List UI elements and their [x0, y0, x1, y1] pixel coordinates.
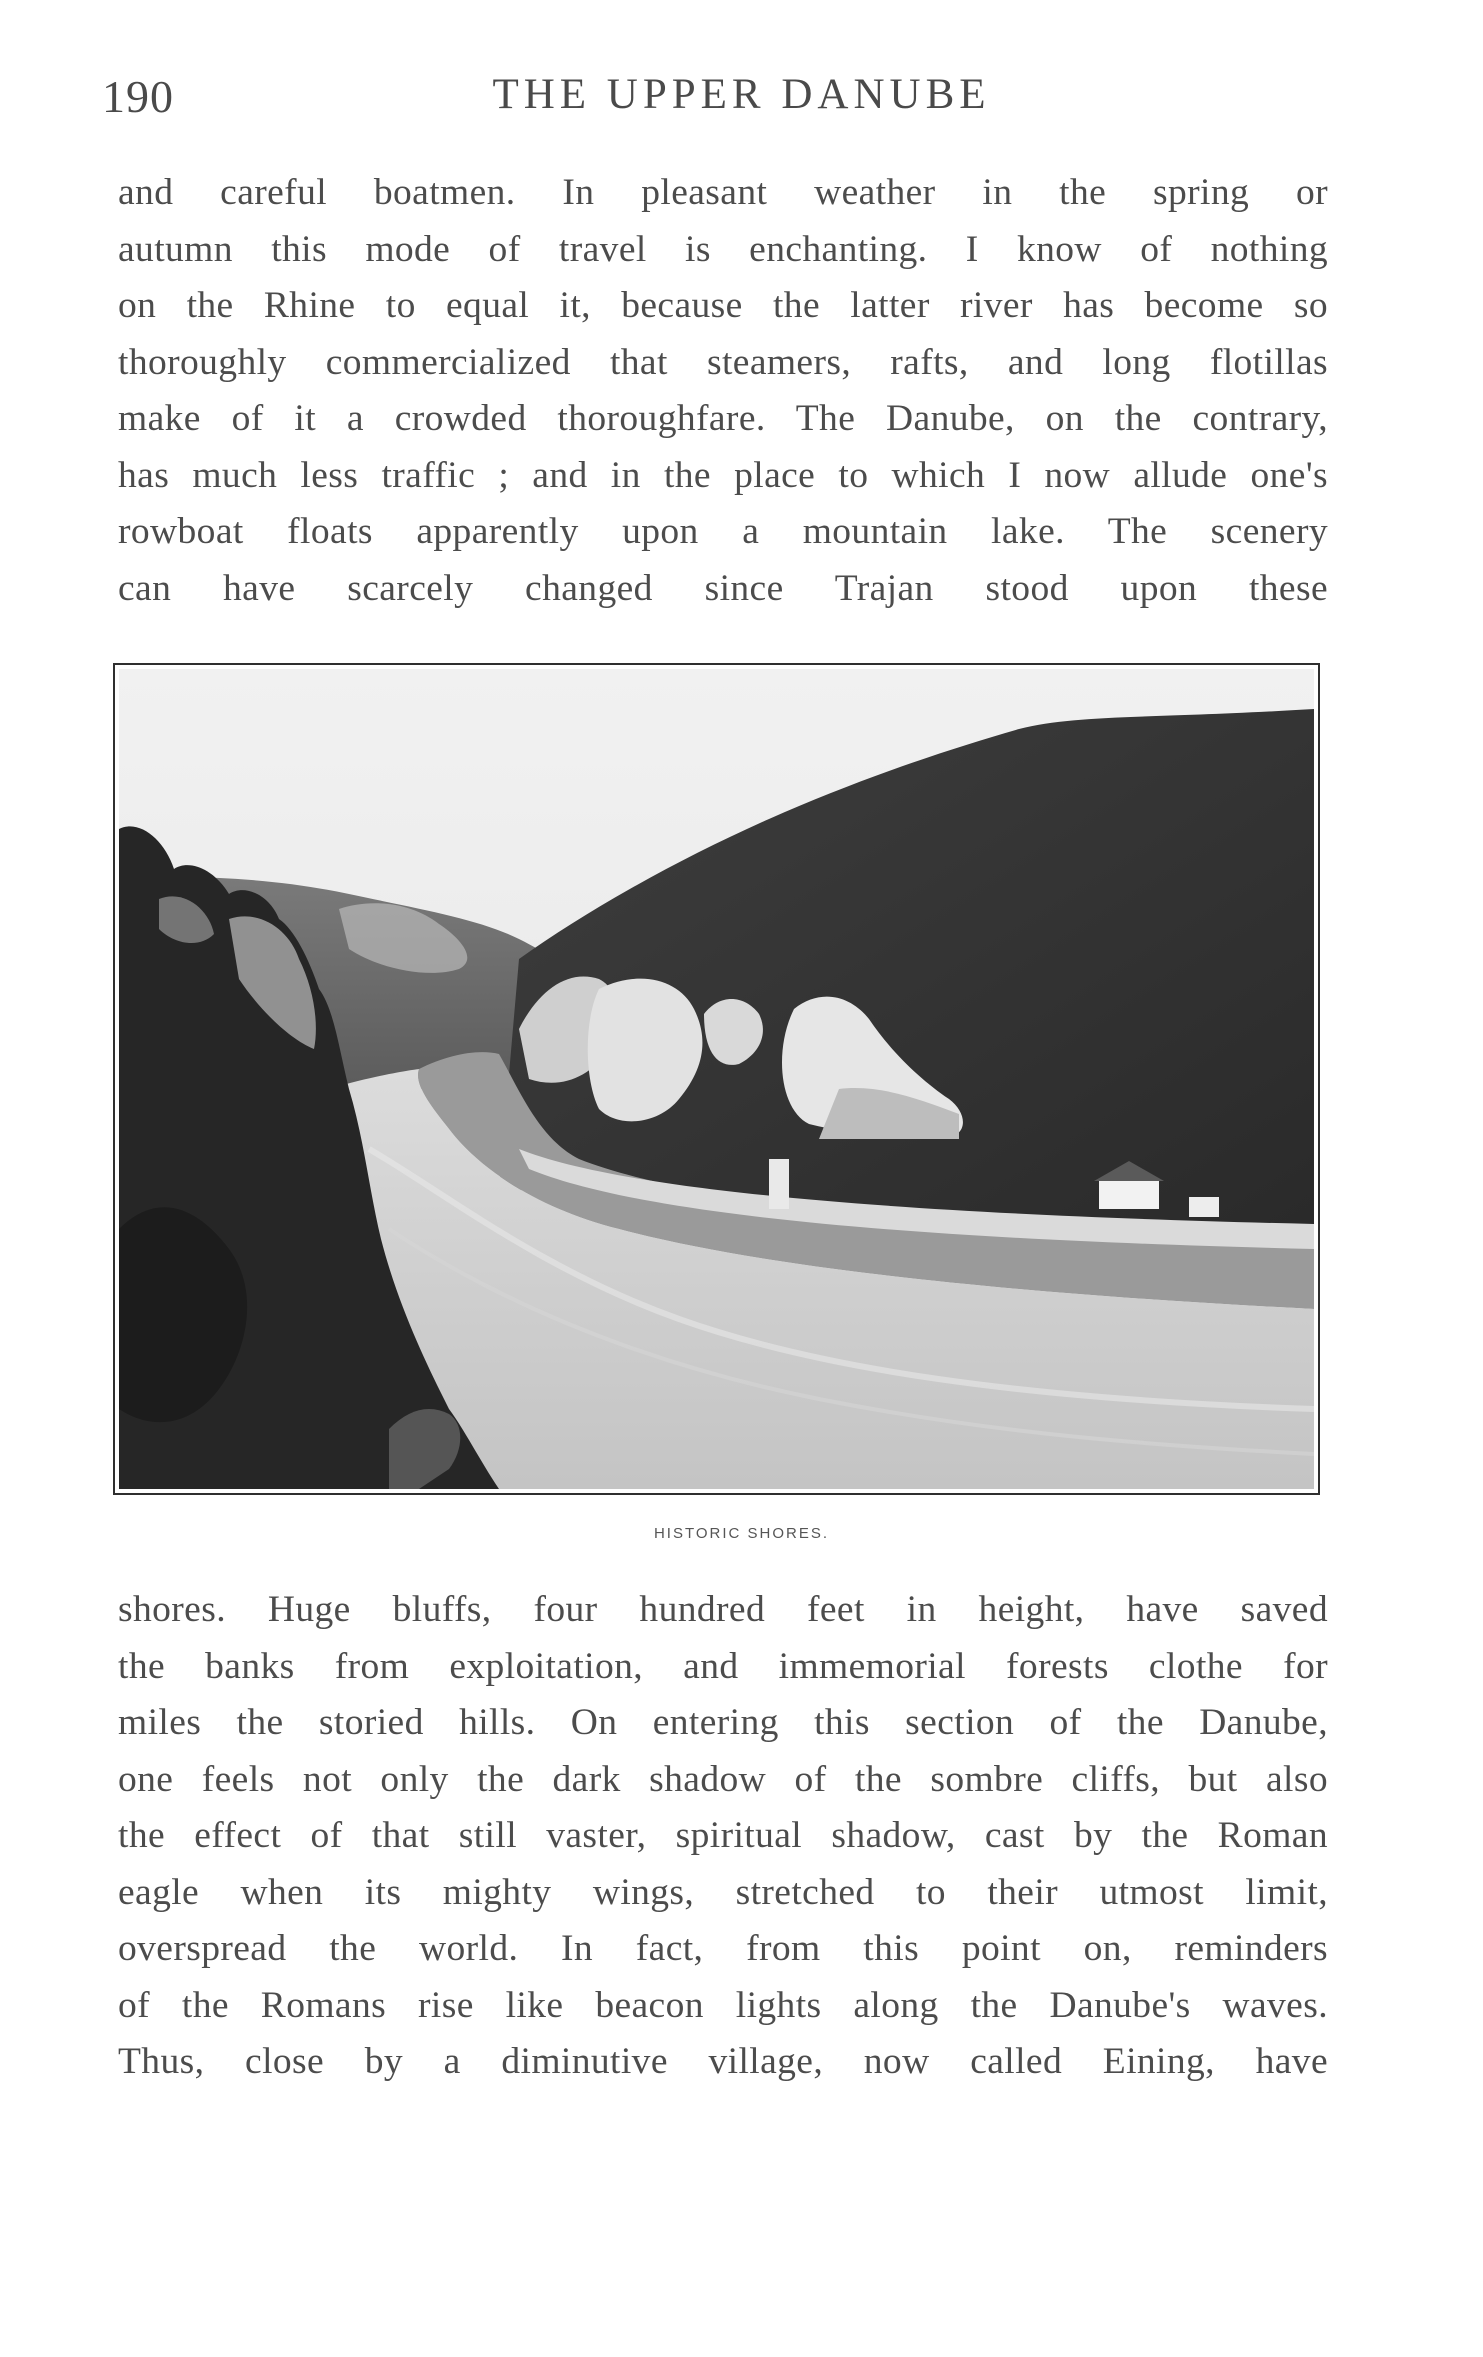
figure-caption: HISTORIC SHORES.: [653, 1525, 830, 1542]
text-line: the banks from exploitation, and immemorial forests clothe for: [118, 1645, 1328, 1687]
paragraph-bottom: [118, 1582, 1328, 2091]
paragraph-top: [118, 165, 1328, 617]
text-line: make of it a crowded thoroughfare. The Danube, on the contrary,: [118, 398, 1328, 439]
text-line: eagle when its mighty wings, stretched to their utmost limit,: [118, 1871, 1328, 1913]
text-line: thoroughly commercialized that steamers, rafts, and long flotillas: [118, 341, 1328, 383]
text-line: has much less traffic ; and in the place to which I now allude one's: [118, 454, 1328, 496]
running-title: THE UPPER DANUBE: [492, 71, 991, 118]
photo-plate: [113, 663, 1320, 1495]
text-line: autumn this mode of travel is enchanting. I know of nothing: [118, 228, 1328, 270]
text-line: rowboat floats apparently upon a mountain lake. The scenery: [118, 511, 1328, 552]
text-line: overspread the world. In fact, from this point on, reminders: [118, 1928, 1328, 1969]
text-line: shores. Huge bluffs, four hundred feet in height, have saved: [118, 1589, 1328, 1630]
text-line: can have scarcely changed since Trajan stood upon these: [118, 567, 1328, 609]
river-landscape-photograph: [119, 669, 1314, 1489]
text-line: miles the storied hills. On entering this section of the Danube,: [118, 1702, 1328, 1743]
text-line: one feels not only the dark shadow of the sombre cliffs, but also: [118, 1758, 1328, 1800]
text-line: on the Rhine to equal it, because the latter river has become so: [118, 285, 1328, 326]
page-number: 190: [102, 71, 174, 122]
text-line: and careful boatmen. In pleasant weather in the spring or: [118, 172, 1328, 213]
text-line: the effect of that still vaster, spiritual shadow, cast by the Roman: [118, 1815, 1328, 1856]
text-line: Thus, close by a diminutive village, now called Eining, have: [118, 2041, 1328, 2082]
text-line: of the Romans rise like beacon lights along the Danube's waves.: [118, 1984, 1328, 2026]
